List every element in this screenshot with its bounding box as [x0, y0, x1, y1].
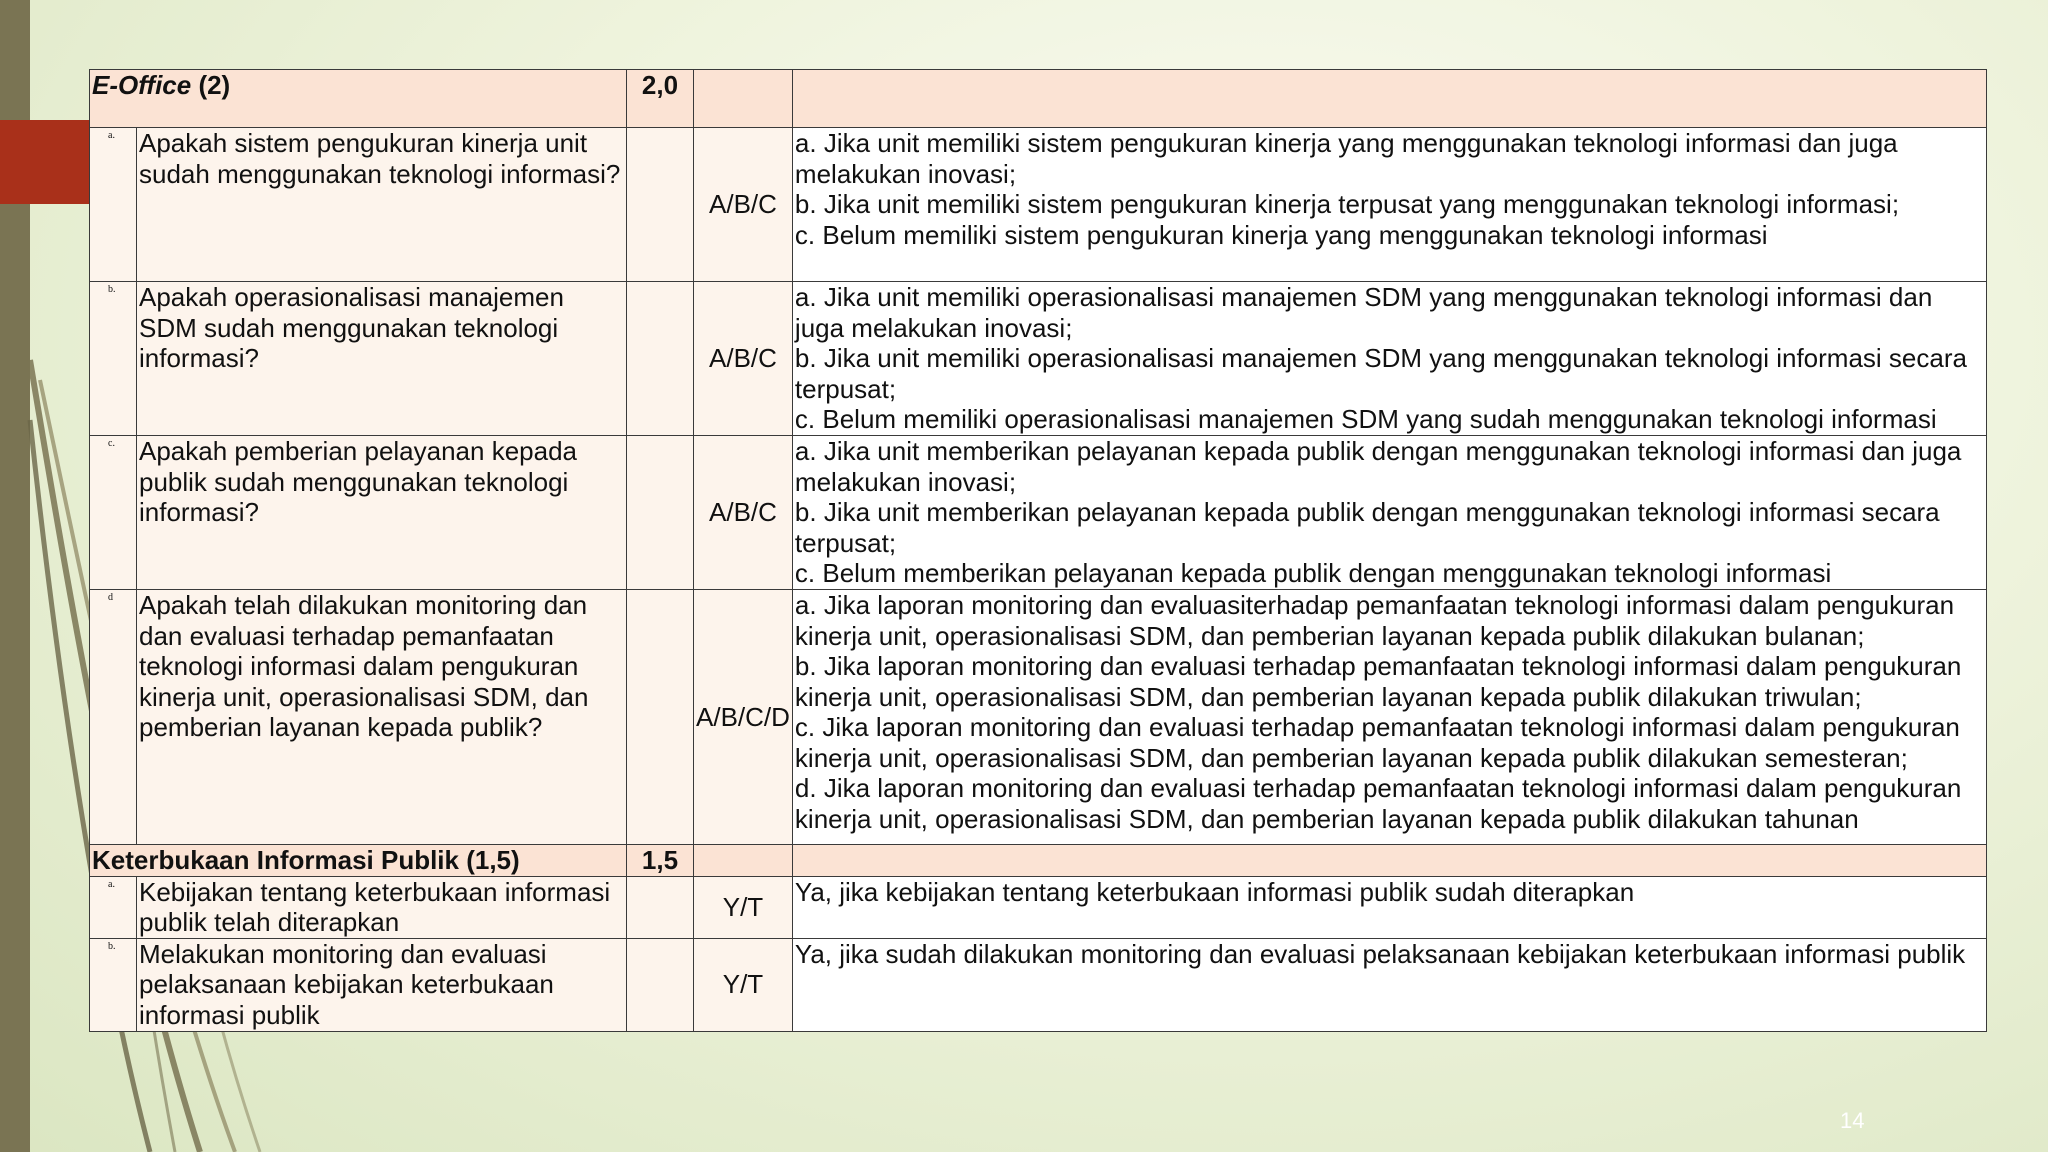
criteria-line: b. Jika laporan monitoring dan evaluasi terhadap pemanfaatan teknologi informasi dalam pengukuran kinerja unit, operasionalisasi SDM, dan pemberian layanan kepada publik dilakukan triwulan;	[794, 651, 1962, 712]
item-weight	[627, 128, 694, 282]
section-row-eoffice	[90, 70, 1987, 128]
criteria-line: c. Jika laporan monitoring dan evaluasi terhadap pemanfaatan teknologi informasi dalam pengukuran kinerja unit, operasionalisasi SDM, dan pemberian layanan kepada publik dilakukan semesteran;	[794, 712, 1960, 773]
assessment-table	[89, 69, 1987, 1032]
item-letter: b.	[90, 938, 137, 1031]
item-weight	[627, 938, 694, 1031]
section-row-kip	[90, 845, 1987, 877]
item-letter: a.	[90, 876, 137, 938]
criteria-line: c. Belum memiliki operasionalisasi manajemen SDM yang sudah menggunakan teknologi informasi	[794, 404, 1937, 434]
item-letter: b.	[90, 282, 137, 436]
item-question: Apakah sistem pengukuran kinerja unit sudah menggunakan teknologi informasi?	[137, 128, 627, 282]
table-row	[90, 876, 1987, 938]
criteria-line: a. Jika laporan monitoring dan evaluasiterhadap pemanfaatan teknologi informasi dalam pengukuran kinerja unit, operasionalisasi SDM, dan pemberian layanan kepada publik dilakukan bulanan;	[794, 590, 1955, 651]
table-row	[90, 590, 1987, 845]
criteria-line: a. Jika unit memiliki operasionalisasi manajemen SDM yang menggunakan teknologi informasi dan juga melakukan inovasi;	[794, 282, 1933, 343]
section-empty-cell	[694, 70, 793, 128]
table-row	[90, 436, 1987, 590]
item-criteria	[792, 876, 1986, 938]
item-letter: a.	[90, 128, 137, 282]
criteria-line: c. Belum memiliki sistem pengukuran kinerja yang menggunakan teknologi informasi	[794, 219, 1768, 250]
section-title-eoffice: E-Office (2)	[90, 70, 627, 128]
item-answer-options: A/B/C	[694, 436, 793, 590]
item-answer-options: Y/T	[694, 876, 793, 938]
item-criteria	[792, 128, 1986, 282]
table-row	[90, 938, 1987, 1031]
section-title-kip: Keterbukaan Informasi Publik (1,5)	[90, 845, 627, 877]
item-question: Melakukan monitoring dan evaluasi pelaksanaan kebijakan keterbukaan informasi publik	[137, 938, 627, 1031]
item-question: Kebijakan tentang keterbukaan informasi publik telah diterapkan	[137, 876, 627, 938]
item-letter: d	[90, 590, 137, 845]
criteria-line: b. Jika unit memiliki operasionalisasi manajemen SDM yang menggunakan teknologi informasi secara terpusat;	[794, 343, 1967, 404]
criteria-line: Ya, jika kebijakan tentang keterbukaan informasi publik sudah diterapkan	[794, 876, 1635, 907]
criteria-line: a. Jika unit memberikan pelayanan kepada publik dengan menggunakan teknologi informasi dan juga melakukan inovasi;	[794, 436, 1962, 497]
criteria-line: a. Jika unit memiliki sistem pengukuran kinerja yang menggunakan teknologi informasi dan juga melakukan inovasi;	[794, 128, 1898, 189]
item-weight	[627, 876, 694, 938]
section-weight-eoffice: 2,0	[627, 70, 694, 128]
item-weight	[627, 436, 694, 590]
item-question: Apakah pemberian pelayanan kepada publik sudah menggunakan teknologi informasi?	[137, 436, 627, 590]
item-criteria	[792, 436, 1986, 590]
table-row	[90, 128, 1987, 282]
item-letter: c.	[90, 436, 137, 590]
criteria-line: b. Jika unit memberikan pelayanan kepada publik dengan menggunakan teknologi informasi secara terpusat;	[794, 497, 1940, 558]
section-empty-cell	[694, 845, 793, 877]
item-question: Apakah telah dilakukan monitoring dan dan evaluasi terhadap pemanfaatan teknologi informasi dalam pengukuran kinerja unit, operasionalisasi SDM, dan pemberian layanan kepada publik?	[137, 590, 627, 845]
item-criteria	[792, 938, 1986, 1031]
item-answer-options: A/B/C	[694, 282, 793, 436]
section-empty-desc	[792, 845, 1986, 877]
criteria-line: Ya, jika sudah dilakukan monitoring dan evaluasi pelaksanaan kebijakan keterbukaan informasi publik	[794, 938, 1966, 969]
item-answer-options: A/B/C/D	[694, 590, 793, 845]
section-weight-kip: 1,5	[627, 845, 694, 877]
item-weight	[627, 282, 694, 436]
criteria-line: c. Belum memberikan pelayanan kepada publik dengan menggunakan teknologi informasi	[794, 558, 1832, 588]
item-criteria	[792, 282, 1986, 436]
page-number: 14	[1840, 1108, 1865, 1133]
table-row	[90, 282, 1987, 436]
item-weight	[627, 590, 694, 845]
item-answer-options: Y/T	[694, 938, 793, 1031]
section-empty-desc	[792, 70, 1986, 128]
criteria-line: d. Jika laporan monitoring dan evaluasi terhadap pemanfaatan teknologi informasi dalam pengukuran kinerja unit, operasionalisasi SDM, dan pemberian layanan kepada publik dilakukan tahunan	[794, 773, 1962, 834]
item-answer-options: A/B/C	[694, 128, 793, 282]
criteria-line: b. Jika unit memiliki sistem pengukuran kinerja terpusat yang menggunakan teknologi informasi;	[794, 189, 1900, 219]
item-criteria	[792, 590, 1986, 845]
item-question: Apakah operasionalisasi manajemen SDM sudah menggunakan teknologi informasi?	[137, 282, 627, 436]
